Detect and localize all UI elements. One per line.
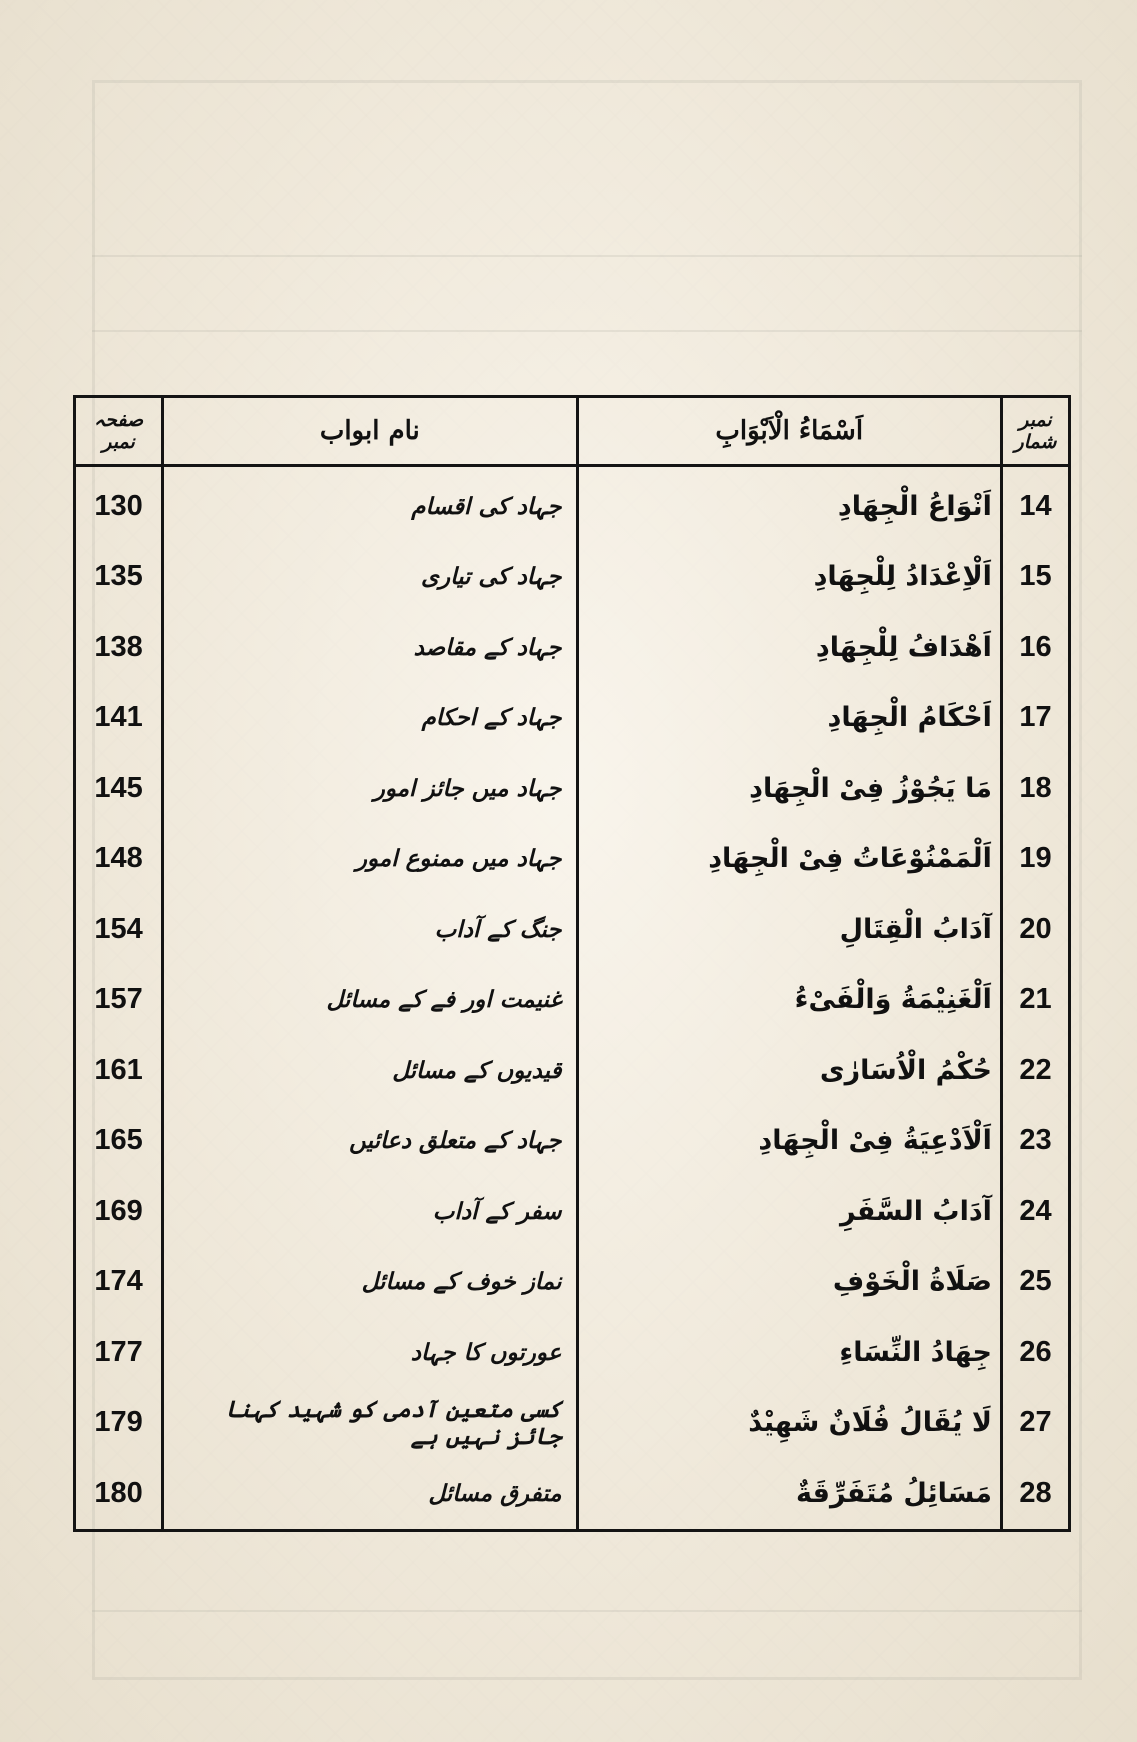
urdu-chapter-title: کسی متعین آدمی کو شہید کہنا جائز نہیں ہے — [163, 1388, 577, 1459]
arabic-chapter-title: مَسَائِلُ مُتَفَرِّقَةٌ — [577, 1458, 1001, 1530]
table-row — [75, 894, 1070, 965]
arabic-chapter-title: حُكْمُ الْاُسَارٰی — [577, 1035, 1001, 1106]
header-page-no: صفحہ نمبر — [75, 397, 163, 466]
arabic-chapter-title: اَلْاَدْعِيَةُ فِیْ الْجِهَادِ — [577, 1106, 1001, 1177]
arabic-chapter-title: اَنْوَاعُ الْجِهَادِ — [577, 466, 1001, 542]
page-number: 138 — [75, 612, 163, 683]
page-number: 174 — [75, 1247, 163, 1318]
urdu-chapter-title: عورتوں کا جہاد — [163, 1317, 577, 1388]
urdu-chapter-title: متفرق مسائل — [163, 1458, 577, 1530]
arabic-chapter-title: اَلْمَمْنُوْعَاتُ فِیْ الْجِهَادِ — [577, 824, 1001, 895]
page-number: 180 — [75, 1458, 163, 1530]
arabic-chapter-title: جِهَادُ النِّسَاءِ — [577, 1317, 1001, 1388]
serial-no: 20 — [1001, 894, 1069, 965]
urdu-chapter-title: نماز خوف کے مسائل — [163, 1247, 577, 1318]
page-number: 161 — [75, 1035, 163, 1106]
urdu-chapter-title: جہاد کے مقاصد — [163, 612, 577, 683]
page-number: 148 — [75, 824, 163, 895]
table-row — [75, 1317, 1070, 1388]
arabic-chapter-title: اَهْدَافُ لِلْجِهَادِ — [577, 612, 1001, 683]
urdu-chapter-title: غنیمت اور فے کے مسائل — [163, 965, 577, 1036]
arabic-chapter-title: اَلْغَنِيْمَةُ وَالْفَیْءُ — [577, 965, 1001, 1036]
serial-no: 19 — [1001, 824, 1069, 895]
serial-no: 17 — [1001, 683, 1069, 754]
header-serial-no: نمبر شمار — [1001, 397, 1069, 466]
arabic-chapter-title: اَلْاِعْدَادُ لِلْجِهَادِ — [577, 542, 1001, 613]
arabic-chapter-title: صَلَاةُ الْخَوْفِ — [577, 1247, 1001, 1318]
serial-no: 22 — [1001, 1035, 1069, 1106]
page-number: 141 — [75, 683, 163, 754]
table-row — [75, 1035, 1070, 1106]
urdu-chapter-title: سفر کے آداب — [163, 1176, 577, 1247]
table-of-contents — [73, 395, 1071, 1532]
table-row — [75, 1247, 1070, 1318]
arabic-chapter-title: آدَابُ الْقِتَالِ — [577, 894, 1001, 965]
urdu-chapter-title: جہاد کی اقسام — [163, 466, 577, 542]
serial-no: 24 — [1001, 1176, 1069, 1247]
urdu-chapter-title: جنگ کے آداب — [163, 894, 577, 965]
show-through-rule — [92, 330, 1082, 332]
show-through-rule — [92, 1610, 1082, 1612]
serial-no: 21 — [1001, 965, 1069, 1036]
show-through-rule — [92, 255, 1082, 257]
header-urdu-title: نام ابواب — [163, 397, 577, 466]
page-number: 177 — [75, 1317, 163, 1388]
table-row — [75, 965, 1070, 1036]
page-number: 179 — [75, 1388, 163, 1459]
urdu-chapter-title: جہاد کے احکام — [163, 683, 577, 754]
table-row — [75, 1106, 1070, 1177]
serial-no: 15 — [1001, 542, 1069, 613]
serial-no: 16 — [1001, 612, 1069, 683]
page-number: 145 — [75, 753, 163, 824]
serial-no: 18 — [1001, 753, 1069, 824]
urdu-chapter-title: جہاد کے متعلق دعائیں — [163, 1106, 577, 1177]
page-number: 165 — [75, 1106, 163, 1177]
arabic-chapter-title: اَحْكَامُ الْجِهَادِ — [577, 683, 1001, 754]
table-row — [75, 683, 1070, 754]
serial-no: 14 — [1001, 466, 1069, 542]
table-row — [75, 612, 1070, 683]
serial-no: 26 — [1001, 1317, 1069, 1388]
arabic-chapter-title: لَا يُقَالُ فُلَانٌ شَهِيْدٌ — [577, 1388, 1001, 1459]
serial-no: 25 — [1001, 1247, 1069, 1318]
header-row — [75, 397, 1070, 466]
page-number: 135 — [75, 542, 163, 613]
header-arabic-title: اَسْمَاءُ الْاَبْوَابِ — [577, 397, 1001, 466]
serial-no: 28 — [1001, 1458, 1069, 1530]
page-number: 154 — [75, 894, 163, 965]
urdu-chapter-title: قیدیوں کے مسائل — [163, 1035, 577, 1106]
page-number: 157 — [75, 965, 163, 1036]
table-row — [75, 466, 1070, 542]
serial-no: 23 — [1001, 1106, 1069, 1177]
table-row — [75, 753, 1070, 824]
urdu-chapter-title: جہاد میں ممنوع امور — [163, 824, 577, 895]
arabic-chapter-title: مَا يَجُوْزُ فِیْ الْجِهَادِ — [577, 753, 1001, 824]
serial-no: 27 — [1001, 1388, 1069, 1459]
urdu-chapter-title: جہاد میں جائز امور — [163, 753, 577, 824]
page-number: 130 — [75, 466, 163, 542]
table-row — [75, 824, 1070, 895]
page-number: 169 — [75, 1176, 163, 1247]
table-row — [75, 1458, 1070, 1530]
table-row — [75, 1176, 1070, 1247]
urdu-chapter-title: جہاد کی تیاری — [163, 542, 577, 613]
table-row — [75, 542, 1070, 613]
table-row — [75, 1388, 1070, 1459]
arabic-chapter-title: آدَابُ السَّفَرِ — [577, 1176, 1001, 1247]
